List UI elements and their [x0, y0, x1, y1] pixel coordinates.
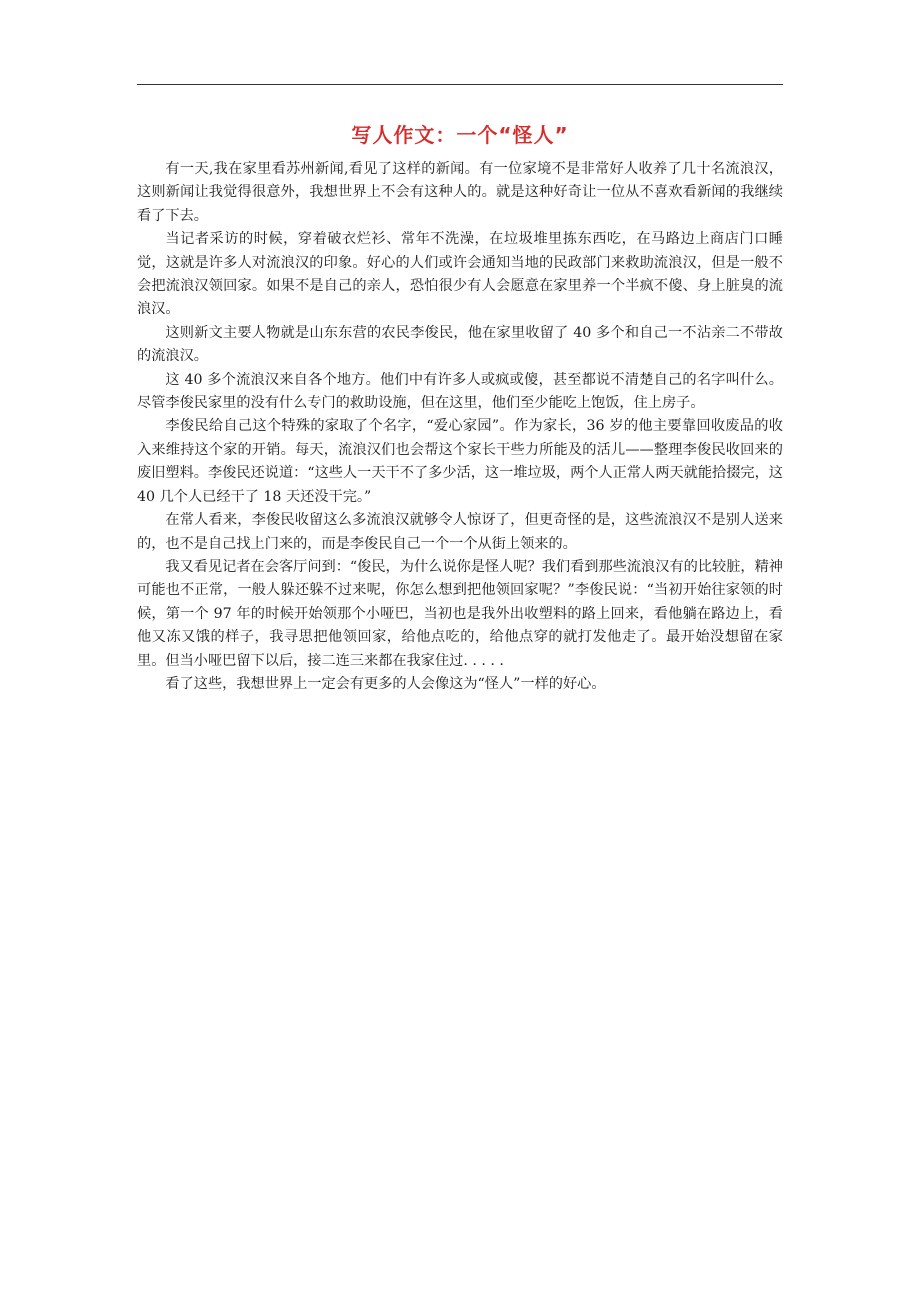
paragraph: 这则新文主要人物就是山东东营的农民李俊民，他在家里收留了 40 多个和自己一不沾亲二不带故的流浪汉。: [137, 324, 783, 365]
paragraph: 在常人看来，李俊民收留这么多流浪汉就够令人惊讶了，但更奇怪的是，这些流浪汉不是别人送来的，也不是自己找上门来的，而是李俊民自己一个一个从街上领来的。: [137, 512, 783, 552]
article-body: [137, 158, 783, 696]
paragraph: 看了这些，我想世界上一定会有更多的人会像这为“怪人”一样的好心。: [165, 675, 606, 692]
article-title: 写人作文：一个“怪人”: [351, 123, 569, 147]
paragraph: 当记者采访的时候，穿着破衣烂衫、常年不洗澡，在垃圾堆里拣东西吃，在马路边上商店门口睡觉，这就是许多人对流浪汉的印象。好心的人们或许会通知当地的民政部门来救助流浪汉，但是一般不会把流浪汉领回家。如果不是自己的亲人，恐怕很少有人会愿意在家里养一个半疯不傻、身上脏臭的流浪汉。: [137, 231, 783, 318]
header-rule: [137, 84, 783, 85]
paragraph: 李俊民给自己这个特殊的家取了个名字，“爱心家园”。作为家长，36 岁的他主要靠回收废品的收入来维持这个家的开销。每天，流浪汉们也会帮这个家长干些力所能及的活儿——整理李俊民收回来的废旧塑料。李俊民还说道：“这些人一天干不了多少活，这一堆垃圾，两个人正常人两天就能拾掇完，这 40 几个人已经干了 18 天还没干完。”: [137, 418, 783, 505]
paragraph: 这 40 多个流浪汉来自各个地方。他们中有许多人或疯或傻，甚至都说不清楚自己的名字叫什么。尽管李俊民家里的没有什么专门的救助设施，但在这里，他们至少能吃上饱饭，住上房子。: [137, 371, 783, 412]
paragraph: 我又看见记者在会客厅问到：“俊民，为什么说你是怪人呢？我们看到那些流浪汉有的比较脏，精神可能也不正常，一般人躲还躲不过来呢，你怎么想到把他领回家呢？”李俊民说：“当初开始往家领的时候，第一个 97 年的时候开始领那个小哑巴，当初也是我外出收塑料的路上回来，看他躺在路边上，看他又冻又饿的样子，我寻思把他领回家，给他点吃的，给他点穿的就打发他走了。最开始没想留在家里。但当小哑巴留下以后，接二连三来都在我家住过. . . . .: [137, 558, 783, 669]
paragraph: 有一天,我在家里看苏州新闻,看见了这样的新闻。有一位家境不是非常好人收养了几十名流浪汉，这则新闻让我觉得很意外，我想世界上不会有这种人的。就是这种好奇让一位从不喜欢看新闻的我继续看了下去。: [137, 161, 783, 224]
